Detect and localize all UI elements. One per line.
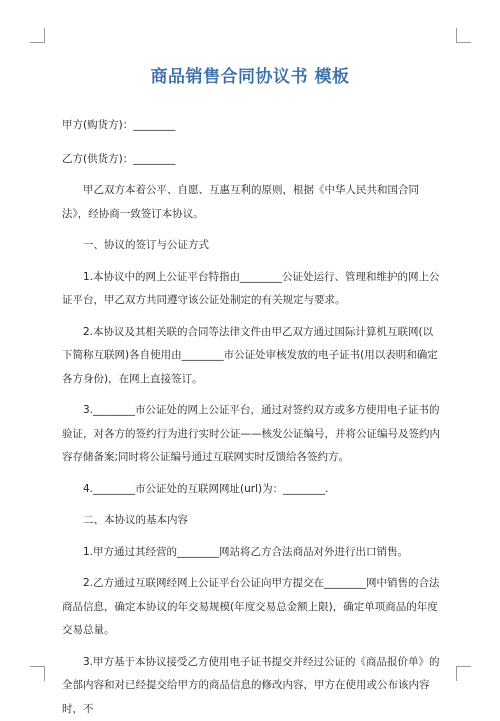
clause-2-1: 1.甲方通过其经营的________网站将乙方合法商品对外进行出口销售。: [62, 541, 440, 565]
party-a-line: 甲方(购货方)：________: [62, 114, 440, 138]
clause-1-4: 4.________市公证处的互联网网址(url)为：________.: [62, 478, 440, 502]
preamble-paragraph: 甲乙双方本着公平、自愿、互惠互利的原则，根据《中华人民共和国合同法》，经协商一致签订本协议。: [62, 179, 440, 226]
clause-1-1: 1.本协议中的网上公证平台特指由________公证处运行、管理和维护的网上公证平台，甲乙双方共同遵守该公证处制定的有关规定与要求。: [62, 266, 440, 313]
clause-2-2: 2.乙方通过互联网经网上公证平台公证向甲方提交在________网中销售的合法商品信息，确定本协议的年交易规模(年度交易总金额上限)，确定单项商品的年度交易总量。: [62, 572, 440, 643]
crop-mark-bottom-right: [456, 666, 471, 681]
crop-mark-top-right: [456, 28, 471, 43]
clause-1-2: 2.本协议及其相关联的合同等法律文件由甲乙双方通过国际计算机互联网(以下简称互联网)各自使用由________市公证处审核发放的电子证书(用以表明和确定各方身份)，在网上直接签订。: [62, 321, 440, 392]
clause-2-3: 3.甲方基于本协议接受乙方使用电子证书提交并经过公证的《商品报价单》的全部内容和对已经提交给甲方的商品信息的修改内容，甲方在使用或公布该内容时，不: [62, 651, 440, 721]
party-b-line: 乙方(供货方)：________: [62, 148, 440, 172]
crop-mark-bottom-left: [30, 666, 45, 681]
document-body: [62, 114, 440, 721]
document-title: 商品销售合同协议书 模板: [0, 62, 500, 87]
section-heading-1: 一、协议的签订与公证方式: [62, 234, 440, 258]
crop-mark-top-left: [30, 28, 45, 43]
section-heading-2: 二、本协议的基本内容: [62, 509, 440, 533]
clause-1-3: 3.________市公证处的网上公证平台，通过对签约双方或多方使用电子证书的验证，对各方的签约行为进行实时公证——核发公证编号，并将公证编号及签约内容存储备案;同时将公证编号通过互联网实时反馈给各签约方。: [62, 399, 440, 470]
